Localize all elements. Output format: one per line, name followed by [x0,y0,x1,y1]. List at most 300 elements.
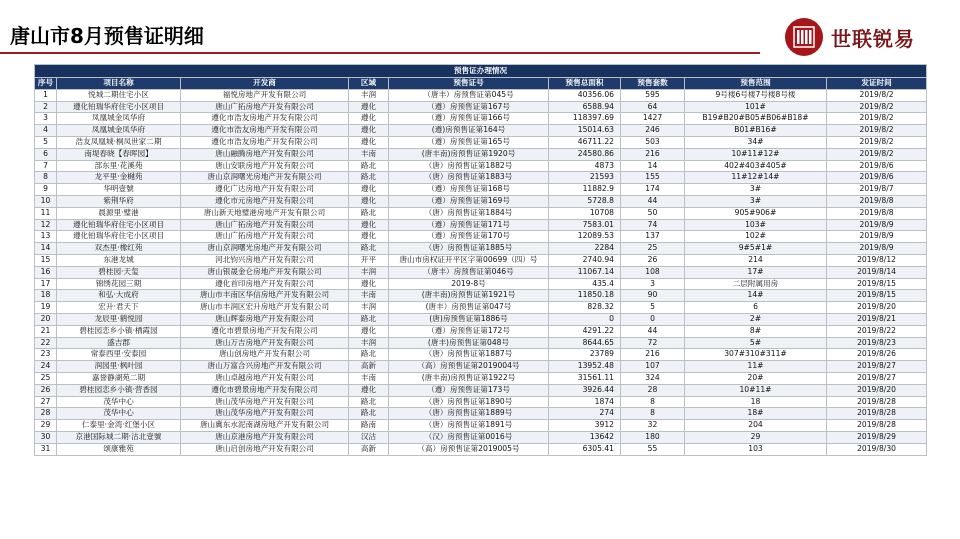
col-scope-cell: 204 [685,420,827,432]
col-units-cell: 44 [621,195,685,207]
col-index-cell: 7 [35,160,57,172]
col-project-cell: 紫荆华府 [57,195,181,207]
col-developer-header: 开发商 [181,78,349,90]
col-project-cell: 龙平里·金樾苑 [57,172,181,184]
col-project-cell: 部东里·花溪苑 [57,160,181,172]
col-scope-cell: 3# [685,184,827,196]
col-project-cell: 茂华中心 [57,408,181,420]
col-developer-cell: 遵化市浩友房地产开发有限公司 [181,136,349,148]
table-row [35,207,927,219]
col-project-cell: 碧桂园恋乡小镇·栖霞园 [57,325,181,337]
col-district-cell: 丰南 [349,290,389,302]
col-total-area-cell: 31561.11 [549,372,621,384]
col-total-area-header: 预售总面积 [549,78,621,90]
col-developer-cell: 唐山京润曙光房地产开发有限公司 [181,172,349,184]
col-issue-date-cell: 2019/8/8 [827,207,927,219]
col-project-cell: 碧桂园·天玺 [57,266,181,278]
col-district-cell: 遵化 [349,278,389,290]
table-row [35,148,927,160]
col-project-cell: 浩友凤凰城·桐凤世家二期 [57,136,181,148]
col-permit-no-cell: （高）房预售证第2019004号 [389,361,549,373]
col-district-cell: 丰南 [349,148,389,160]
col-total-area-cell: 6588.94 [549,101,621,113]
col-project-cell: 凤凰城金凤华府 [57,113,181,125]
col-index-cell: 20 [35,313,57,325]
col-issue-date-cell: 2019/8/20 [827,384,927,396]
col-project-cell: 茂华中心 [57,396,181,408]
building-emblem-icon [785,18,823,56]
col-developer-cell: 遵化广达房地产开发有限公司 [181,184,349,196]
table-row [35,113,927,125]
col-scope-cell: 402#403#405# [685,160,827,172]
col-permit-no-cell: (唐)房预售证第1886号 [389,313,549,325]
col-district-cell: 高新 [349,443,389,455]
col-total-area-cell: 11882.9 [549,184,621,196]
table-row [35,231,927,243]
table-row [35,125,927,137]
col-scope-cell: 18# [685,408,827,420]
col-total-area-cell: 13952.48 [549,361,621,373]
col-district-cell: 遵化 [349,231,389,243]
col-district-cell: 路北 [349,313,389,325]
col-developer-cell: 唐山京港房地产开发有限公司 [181,431,349,443]
col-scope-header: 预售范围 [685,78,827,90]
col-project-cell: 润园里·枫叶园 [57,361,181,373]
col-project-header: 项目名称 [57,78,181,90]
col-developer-cell: 唐山京润曙光房地产开发有限公司 [181,243,349,255]
col-developer-cell: 遵化市浩友房地产开发有限公司 [181,125,349,137]
col-project-cell: 遵化铂瑞华府住宅小区项目 [57,101,181,113]
col-district-cell: 路北 [349,349,389,361]
col-issue-date-cell: 2019/8/21 [827,313,927,325]
table-row [35,101,927,113]
col-units-cell: 5 [621,302,685,314]
table-row [35,195,927,207]
col-scope-cell: 10#11# [685,384,827,396]
col-developer-cell: 唐山启创房地产开发有限公司 [181,443,349,455]
col-developer-cell: 唐山卓越房地产开发有限公司 [181,372,349,384]
col-units-cell: 26 [621,254,685,266]
col-issue-date-cell: 2019/8/23 [827,337,927,349]
col-scope-cell: 二层附属用房 [685,278,827,290]
col-index-cell: 23 [35,349,57,361]
col-total-area-cell: 13642 [549,431,621,443]
col-index-cell: 14 [35,243,57,255]
col-total-area-cell: 4873 [549,160,621,172]
col-project-cell: 悦城二期住宅小区 [57,89,181,101]
col-scope-cell: 103# [685,219,827,231]
col-scope-cell: 20# [685,372,827,384]
col-index-cell: 24 [35,361,57,373]
table-row [35,313,927,325]
col-units-cell: 14 [621,160,685,172]
col-total-area-cell: 0 [549,313,621,325]
table-column-headers [35,78,927,90]
col-total-area-cell: 274 [549,408,621,420]
col-total-area-cell: 828.32 [549,302,621,314]
col-developer-cell: 遵化市碧景房地产开发有限公司 [181,325,349,337]
col-index-cell: 16 [35,266,57,278]
col-permit-no-cell: （唐丰）房预售证第045号 [389,89,549,101]
col-total-area-cell: 2284 [549,243,621,255]
col-issue-date-cell: 2019/8/30 [827,443,927,455]
col-scope-cell: 2# [685,313,827,325]
col-index-cell: 10 [35,195,57,207]
col-developer-cell: 唐山广拓房地产开发有限公司 [181,101,349,113]
col-project-cell: 华明壹號 [57,184,181,196]
col-developer-cell: 唐山辉泰房地产开发有限公司 [181,313,349,325]
col-district-cell: 路南 [349,420,389,432]
col-developer-cell: 唐山市丰润区宏升房地产开发有限公司 [181,302,349,314]
col-issue-date-cell: 2019/8/22 [827,325,927,337]
col-units-cell: 28 [621,384,685,396]
col-district-cell: 路北 [349,408,389,420]
col-index-cell: 9 [35,184,57,196]
col-permit-no-cell: （汉）房预售证第0016号 [389,431,549,443]
col-total-area-cell: 6305.41 [549,443,621,455]
col-units-cell: 324 [621,372,685,384]
col-district-cell: 遵化 [349,136,389,148]
col-total-area-cell: 4291.22 [549,325,621,337]
col-developer-cell: 唐山万吉房地产开发有限公司 [181,337,349,349]
table-row [35,372,927,384]
col-permit-no-cell: （遵）房预售证第170号 [389,231,549,243]
col-issue-date-cell: 2019/8/2 [827,101,927,113]
col-index-cell: 13 [35,231,57,243]
col-index-header: 序号 [35,78,57,90]
col-total-area-cell: 21593 [549,172,621,184]
col-issue-date-cell: 2019/8/2 [827,125,927,137]
col-scope-cell: 103 [685,443,827,455]
col-units-cell: 44 [621,325,685,337]
col-district-cell: 开平 [349,254,389,266]
col-issue-date-cell: 2019/8/29 [827,431,927,443]
col-index-cell: 21 [35,325,57,337]
table-row [35,420,927,432]
col-project-cell: 嘉誉静湖苑二期 [57,372,181,384]
table-row [35,278,927,290]
col-issue-date-cell: 2019/8/28 [827,396,927,408]
table-row [35,172,927,184]
col-district-cell: 遵化 [349,101,389,113]
col-units-cell: 64 [621,101,685,113]
col-issue-date-cell: 2019/8/6 [827,172,927,184]
col-scope-cell: 34# [685,136,827,148]
col-units-cell: 595 [621,89,685,101]
col-scope-cell: 9号楼6号楼7号楼8号楼 [685,89,827,101]
col-issue-date-cell: 2019/8/20 [827,302,927,314]
col-index-cell: 15 [35,254,57,266]
col-permit-no-cell: （唐）房预售证第1885号 [389,243,549,255]
col-total-area-cell: 11850.18 [549,290,621,302]
col-scope-cell: 3# [685,195,827,207]
col-permit-no-cell: （遵）房预售证第165号 [389,136,549,148]
col-units-cell: 174 [621,184,685,196]
col-scope-cell: 17# [685,266,827,278]
col-permit-no-cell: （唐）房预售证第1884号 [389,207,549,219]
col-permit-no-cell: 唐山市房权证开平区字第00699（四）号 [389,254,549,266]
table-row [35,396,927,408]
col-units-header: 预售套数 [621,78,685,90]
page-title: 唐山市8月预售证明细 [10,24,204,48]
col-total-area-cell: 5728.8 [549,195,621,207]
table-row [35,89,927,101]
col-scope-cell: 307#310#311# [685,349,827,361]
brand-logo [785,18,915,56]
col-developer-cell: 遵化市碧景房地产开发有限公司 [181,384,349,396]
col-district-cell: 高新 [349,361,389,373]
table-row [35,184,927,196]
col-issue-date-cell: 2019/8/8 [827,195,927,207]
col-permit-no-cell: (唐丰南)房预售证第1920号 [389,148,549,160]
col-developer-cell: 唐山广拓房地产开发有限公司 [181,231,349,243]
col-project-cell: 遵化铂瑞华府住宅小区项目 [57,219,181,231]
col-district-cell: 丰润 [349,89,389,101]
col-total-area-cell: 11067.14 [549,266,621,278]
col-district-cell: 丰润 [349,302,389,314]
col-issue-date-cell: 2019/8/9 [827,231,927,243]
col-district-cell: 丰润 [349,266,389,278]
brand-name: 世联锐易 [831,26,915,51]
col-index-cell: 17 [35,278,57,290]
col-project-cell: 双杰里·橡红苑 [57,243,181,255]
col-index-cell: 5 [35,136,57,148]
col-total-area-cell: 118397.69 [549,113,621,125]
col-district-cell: 丰润 [349,337,389,349]
table-row [35,219,927,231]
col-scope-cell: 11# [685,361,827,373]
presale-table-container [34,64,926,456]
col-project-cell: 常泰西里·安泰园 [57,349,181,361]
col-developer-cell: 唐山市丰南区华信房地产开发有限公司 [181,290,349,302]
col-scope-cell: 214 [685,254,827,266]
table-row [35,349,927,361]
col-developer-cell: 唐山万富合兴房地产开发有限公司 [181,361,349,373]
col-total-area-cell: 15014.63 [549,125,621,137]
col-issue-date-cell: 2019/8/9 [827,243,927,255]
col-total-area-cell: 3912 [549,420,621,432]
col-units-cell: 74 [621,219,685,231]
col-index-cell: 29 [35,420,57,432]
col-index-cell: 22 [35,337,57,349]
col-total-area-cell: 7583.01 [549,219,621,231]
col-project-cell: 东港龙城 [57,254,181,266]
col-index-cell: 27 [35,396,57,408]
col-issue-date-cell: 2019/8/15 [827,278,927,290]
col-district-cell: 汉沽 [349,431,389,443]
col-developer-cell: 福悦房地产开发有限公司 [181,89,349,101]
col-index-cell: 26 [35,384,57,396]
col-issue-date-header: 发证时间 [827,78,927,90]
col-scope-cell: 29 [685,431,827,443]
col-index-cell: 30 [35,431,57,443]
col-district-cell: 遵化 [349,219,389,231]
col-units-cell: 0 [621,313,685,325]
col-scope-cell: 102# [685,231,827,243]
table-row [35,443,927,455]
table-row [35,243,927,255]
col-scope-cell: 8# [685,325,827,337]
col-project-cell: 凤凰城金凤华府 [57,125,181,137]
col-permit-no-cell: （遵）房预售证第167号 [389,101,549,113]
col-permit-no-cell: （唐）房预售证第1882号 [389,160,549,172]
table-row [35,361,927,373]
col-permit-no-cell: (唐丰)房预售证第048号 [389,337,549,349]
col-index-cell: 1 [35,89,57,101]
title-divider [0,52,760,54]
col-scope-cell: B19#B20#B05#B06#B18# [685,113,827,125]
col-units-cell: 216 [621,148,685,160]
col-total-area-cell: 8644.65 [549,337,621,349]
col-permit-no-cell: （遵）房预售证第171号 [389,219,549,231]
col-project-cell: 颂康雅苑 [57,443,181,455]
table-row [35,266,927,278]
col-project-cell: 仁泰里·金湾·红堡小区 [57,420,181,432]
col-units-cell: 1427 [621,113,685,125]
col-district-cell: 遵化 [349,125,389,137]
table-row [35,384,927,396]
col-permit-no-cell: （唐）房预售证第1887号 [389,349,549,361]
col-index-cell: 31 [35,443,57,455]
table-row [35,337,927,349]
col-index-cell: 2 [35,101,57,113]
col-developer-cell: 唐山冀东水泥南湖房地产开发有限公司 [181,420,349,432]
col-permit-no-cell: (唐丰南)房预售证第1921号 [389,290,549,302]
col-total-area-cell: 10708 [549,207,621,219]
col-district-header: 区域 [349,78,389,90]
col-issue-date-cell: 2019/8/6 [827,160,927,172]
table-row [35,431,927,443]
col-units-cell: 216 [621,349,685,361]
col-scope-cell: 6 [685,302,827,314]
col-project-cell: 盛吉郡 [57,337,181,349]
col-scope-cell: 18 [685,396,827,408]
table-row [35,325,927,337]
col-units-cell: 8 [621,396,685,408]
col-units-cell: 155 [621,172,685,184]
col-scope-cell: 101# [685,101,827,113]
col-project-cell: 宏升·君天下 [57,302,181,314]
col-permit-no-cell: 2019-8号 [389,278,549,290]
col-permit-no-cell: （遵）房预售证第168号 [389,184,549,196]
col-issue-date-cell: 2019/8/28 [827,420,927,432]
col-project-cell: 和弘·大成府 [57,290,181,302]
col-total-area-cell: 435.4 [549,278,621,290]
col-permit-no-cell: （唐）房预售证第1889号 [389,408,549,420]
col-index-cell: 3 [35,113,57,125]
table-group-header: 预售证办理情况 [35,65,927,78]
col-developer-cell: 河北钧兴房地产开发有限公司 [181,254,349,266]
col-units-cell: 503 [621,136,685,148]
col-project-cell: 京港国际城二期·沽北壹號 [57,431,181,443]
col-permit-no-cell: （唐）房预售证第1883号 [389,172,549,184]
col-units-cell: 8 [621,408,685,420]
col-scope-cell: 905#906# [685,207,827,219]
col-project-cell: 南堤春晓【春晖园】 [57,148,181,160]
col-district-cell: 路北 [349,207,389,219]
col-scope-cell: B01#B16# [685,125,827,137]
col-developer-cell: 遵化市元房地产开发有限公司 [181,195,349,207]
col-units-cell: 246 [621,125,685,137]
col-project-cell: 晨源里·璧港 [57,207,181,219]
col-units-cell: 107 [621,361,685,373]
col-units-cell: 55 [621,443,685,455]
table-row [35,408,927,420]
col-permit-no-cell: （遵）房预售证第172号 [389,325,549,337]
table-body [35,89,927,455]
col-index-cell: 11 [35,207,57,219]
col-index-cell: 28 [35,408,57,420]
table-row [35,302,927,314]
col-total-area-cell: 46711.22 [549,136,621,148]
presale-table [34,64,927,456]
table-row [35,136,927,148]
col-issue-date-cell: 2019/8/2 [827,89,927,101]
col-developer-cell: 唐山新天地璧港房地产开发有限公司 [181,207,349,219]
col-index-cell: 19 [35,302,57,314]
col-issue-date-cell: 2019/8/27 [827,372,927,384]
col-permit-no-cell: （唐）房预售证第1890号 [389,396,549,408]
col-developer-cell: 遵化市浩友房地产开发有限公司 [181,113,349,125]
col-index-cell: 25 [35,372,57,384]
col-developer-cell: 唐山安联房地产开发有限公司 [181,160,349,172]
col-developer-cell: 唐山广拓房地产开发有限公司 [181,219,349,231]
col-project-cell: 龙辰里·鹤悦园 [57,313,181,325]
col-index-cell: 8 [35,172,57,184]
col-index-cell: 18 [35,290,57,302]
col-issue-date-cell: 2019/8/14 [827,266,927,278]
col-total-area-cell: 1874 [549,396,621,408]
col-district-cell: 路北 [349,172,389,184]
col-scope-cell: 5# [685,337,827,349]
col-scope-cell: 14# [685,290,827,302]
col-index-cell: 12 [35,219,57,231]
col-developer-cell: 唐山融腾房地产开发有限公司 [181,148,349,160]
col-district-cell: 路北 [349,243,389,255]
col-scope-cell: 9#5#1# [685,243,827,255]
table-row [35,290,927,302]
col-units-cell: 180 [621,431,685,443]
col-district-cell: 遵化 [349,113,389,125]
col-units-cell: 137 [621,231,685,243]
col-developer-cell: 唐山创房地产开发有限公司 [181,349,349,361]
col-issue-date-cell: 2019/8/2 [827,136,927,148]
col-permit-no-cell: （遵）房预售证第169号 [389,195,549,207]
col-district-cell: 遵化 [349,195,389,207]
col-units-cell: 32 [621,420,685,432]
col-permit-no-cell: (遵)房预售证第164号 [389,125,549,137]
col-units-cell: 50 [621,207,685,219]
col-permit-no-header: 预售证号 [389,78,549,90]
col-units-cell: 25 [621,243,685,255]
col-units-cell: 108 [621,266,685,278]
col-units-cell: 3 [621,278,685,290]
col-scope-cell: 11#12#14# [685,172,827,184]
col-issue-date-cell: 2019/8/2 [827,113,927,125]
col-issue-date-cell: 2019/8/2 [827,148,927,160]
col-total-area-cell: 23789 [549,349,621,361]
col-index-cell: 6 [35,148,57,160]
col-permit-no-cell: （遵）房预售证第173号 [389,384,549,396]
col-total-area-cell: 12089.53 [549,231,621,243]
col-index-cell: 4 [35,125,57,137]
col-permit-no-cell: （高）房预售证第2019005号 [389,443,549,455]
col-permit-no-cell: （唐丰）房预售证第046号 [389,266,549,278]
col-developer-cell: 唐山茂华房地产开发有限公司 [181,396,349,408]
col-issue-date-cell: 2019/8/12 [827,254,927,266]
col-permit-no-cell: (唐丰南)房预售证第1922号 [389,372,549,384]
col-total-area-cell: 40356.06 [549,89,621,101]
